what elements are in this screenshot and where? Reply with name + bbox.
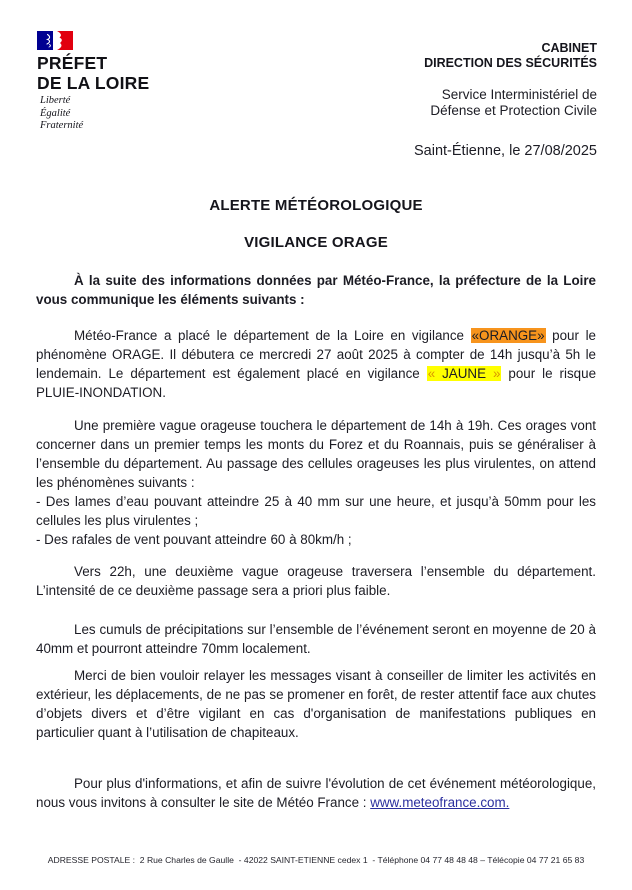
postal-address-footer: ADRESSE POSTALE : 2 Rue Charles de Gaulle - 42022 SAINT-ETIENNE cedex 1 - Téléphone 04 77 48 48 48 – Télécopie 04 77 21 65 83: [47, 855, 585, 865]
phenomenon-item-wind: - Des rafales de vent pouvant atteindre 60 à 80km/h ;: [36, 532, 352, 547]
motto-fraternite: Fraternité: [40, 120, 84, 131]
vigilance-text-3: pour le risque PLUIE-INONDATION.: [36, 366, 597, 400]
more-info-text: Pour plus d'informations, et afin de suivre l'évolution de cet événement météorologique, nous vous invitons à consulter le site de Météo France :: [36, 776, 596, 810]
vigilance-text-2: pour le phénomène ORAGE. Il débutera ce mercredi 27 août 2025 à compter de 14h jusqu’à 5h le lendemain. Le département est également placé en vigilance: [36, 328, 596, 381]
intro-paragraph: À la suite des informations données par Météo-France, la préfecture de la Loire vous communique les éléments suivants :: [36, 273, 596, 307]
phenomenon-item-rain: - Des lames d’eau pouvant atteindre 25 à 40 mm sur une heure, et jusqu’à 50mm pour les cellules les plus virulentes ;: [36, 494, 596, 528]
office-direction: DIRECTION DES SÉCURITÉS: [424, 56, 597, 70]
document-title: ALERTE MÉTÉOROLOGIQUE: [209, 197, 423, 214]
meteofrance-link[interactable]: www.meteofrance.com.: [370, 795, 510, 810]
service-line1: Service Interministériel de: [441, 87, 597, 102]
yellow-vigilance-label: JAUNE: [442, 366, 487, 381]
service-line2: Défense et Protection Civile: [430, 103, 597, 118]
vigilance-paragraph: [36, 326, 596, 402]
precipitation-totals-paragraph: Les cumuls de précipitations sur l’ensemble de l’événement seront en moyenne de 20 à 40mm et pourront atteindre 70mm localement.: [36, 622, 596, 656]
advice-paragraph: Merci de bien vouloir relayer les messages visant à conseiller de limiter les activités en extérieur, les déplacements, de ne pas se promener en forêt, de rester attentif face aux chutes d’objets divers et d’être vigilant en cas d'organisation de manifestations publiques en particulier quant à l’utilisation de chapiteaux.: [36, 668, 596, 740]
marianne-flag-icon: [37, 31, 73, 55]
first-wave-text: Une première vague orageuse touchera le département de 14h à 19h. Ces orages vont concerner dans un premier temps les monts du Forez et du Roannais, puis se généraliser à l’ensemble du département. Au passage des cellules orageuses les plus virulentes, on attend les phénomènes suivants :: [36, 418, 596, 490]
dateline: Saint-Étienne, le 27/08/2025: [414, 143, 597, 159]
guillemet-open: «: [427, 366, 443, 381]
more-info-paragraph: [36, 774, 596, 812]
prefecture-name: [37, 53, 149, 93]
motto-liberte: Liberté: [40, 95, 71, 106]
republic-motto: [40, 95, 83, 133]
issuing-office: [424, 41, 597, 71]
prefecture-name-line2: DE LA LOIRE: [37, 73, 150, 93]
second-wave-paragraph: Vers 22h, une deuxième vague orageuse traversera l’ensemble du département. L’intensité de ce deuxième passage sera a priori plus faible.: [36, 564, 596, 598]
guillemet-close: »: [486, 366, 501, 381]
yellow-vigilance-badge: [427, 366, 502, 381]
orange-vigilance-badge: «ORANGE»: [471, 328, 545, 343]
issuing-service: [430, 87, 597, 119]
prefecture-name-line1: PRÉFET: [37, 53, 108, 73]
document-subtitle: VIGILANCE ORAGE: [244, 234, 388, 251]
office-cabinet: CABINET: [541, 41, 597, 55]
motto-egalite: Égalité: [40, 107, 71, 119]
vigilance-text-1: Météo-France a placé le département de la Loire en vigilance: [74, 328, 471, 343]
first-wave-paragraph: [36, 416, 596, 549]
